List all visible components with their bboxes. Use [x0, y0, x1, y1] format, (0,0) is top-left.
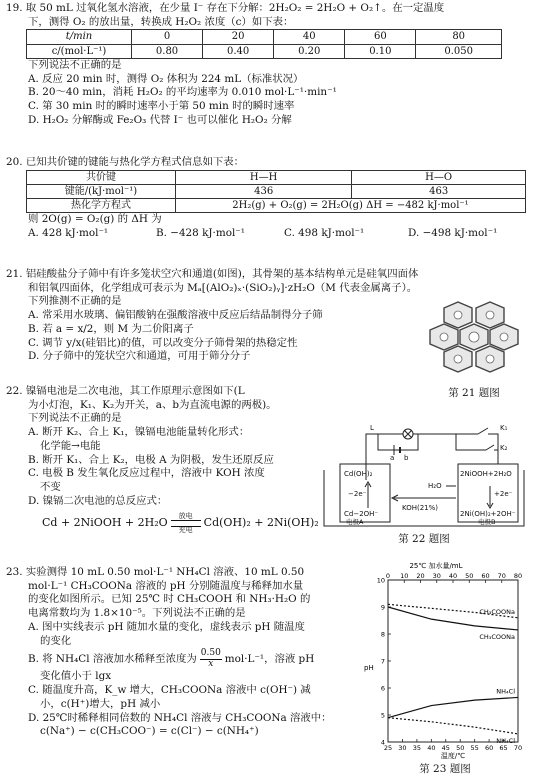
q22-line-2: 为小灯泡，K₁、K₂为开关，a、b为直流电源的两极)。	[28, 398, 277, 411]
series-label: CH₃COONa	[479, 607, 515, 616]
q19-cell: 80	[416, 30, 502, 44]
x-tick-label: 60	[484, 744, 494, 752]
q23-fraction	[200, 649, 222, 669]
q19-option-a: A. 反应 20 min 时，测得 O₂ 体积为 224 mL（标准状况）	[28, 72, 304, 85]
middle-label: KOH(21%)	[402, 504, 439, 512]
figure-23	[358, 560, 532, 776]
right-box-line-3: 2Ni(OH)₂+2OH⁻	[460, 510, 516, 518]
q22-option-b: B. 断开 K₁、合上 K₂，电极 A 为阴极，发生还原反应	[28, 453, 274, 466]
q21-option-c: C. 调节 y/x(硅铝比)的值，可以改变分子筛骨架的热稳定性	[28, 336, 298, 349]
q20-cell: H—O	[352, 170, 526, 184]
y-tick-label: 10	[376, 576, 385, 585]
x-axis-label: 温度/℃	[440, 752, 466, 760]
q23-option-d: D. 25℃时稀释相同倍数的 NH₄Cl 溶液与 CH₃COONa 溶液中：	[28, 711, 332, 724]
q21-option-b: B. 若 a = x/2，则 M 为二价阳离子	[28, 322, 194, 335]
q22-eq-arrow-top: 放电	[178, 511, 193, 520]
q19-table	[26, 29, 502, 58]
top-tick-label: 40	[448, 572, 458, 580]
series-line	[388, 718, 518, 734]
y-tick-label: 8	[380, 630, 385, 639]
q19-cell: 0.050	[416, 44, 502, 58]
q20-stem: 则 2O(g) = O₂(g) 的 ΔH 为	[28, 213, 162, 226]
q22-option-c-cont: 不变	[40, 481, 61, 494]
q19-cell: 60	[345, 30, 416, 44]
label-b: b	[404, 454, 409, 462]
q19-cell: t/min	[27, 30, 132, 44]
q23-line-1: 23. 实验测得 10 mL 0.50 mol·L⁻¹ NH₄Cl 溶液、10 mL 0.50	[6, 566, 305, 578]
q19-cell: 0	[132, 30, 203, 44]
label-k2: K₂	[500, 444, 508, 452]
q21-line-3: 下列推测不正确的是	[28, 295, 122, 308]
right-box-line-2: +2e⁻	[494, 490, 513, 498]
zeolite-cage-image	[424, 300, 524, 382]
y-tick-label: 9	[380, 603, 385, 612]
q19-line-2: 下，测得 O₂ 的放出量，转换成 H₂O₂ 浓度（c）如下表：	[28, 15, 294, 28]
q20-cell: 键能/(kJ·mol⁻¹)	[27, 184, 176, 198]
q22-eq-right: Cd(OH)₂ + 2Ni(OH)₂	[203, 515, 319, 529]
q19-stem: 下列说法不正确的是	[28, 58, 122, 71]
figure-23-caption: 第 23 题图	[419, 762, 471, 775]
x-tick-label: 25	[383, 744, 393, 752]
q23-option-c-cont: 小，c(H⁺)增大，pH 减小	[40, 697, 161, 710]
y-tick-label: 5	[380, 711, 385, 720]
q20-option-c: C. 498 kJ·mol⁻¹	[284, 227, 365, 240]
question-22	[6, 385, 319, 534]
q23-line-2: mol·L⁻¹ CH₃COONa 溶液的 pH 分别随温度与稀释加水量	[28, 579, 304, 592]
q19-cell: 40	[274, 30, 345, 44]
y-tick-label: 6	[380, 684, 385, 693]
plot-frame	[388, 580, 518, 742]
x-tick-label: 35	[412, 744, 422, 752]
q22-option-d: D. 镍镉二次电池的总反应式：	[28, 494, 168, 507]
series-line	[388, 697, 518, 717]
top-tick-label: 80	[513, 572, 523, 580]
q19-option-b: B. 20～40 min，消耗 H₂O₂ 的平均速率为 0.010 mol·L⁻¹·min⁻¹	[28, 86, 337, 99]
q23-fraction-den: x	[208, 658, 214, 669]
q19-line-1: 19. 取 50 mL 过氧化氢水溶液，在少量 I⁻ 存在下分解：2H₂O₂ = 2H₂O + O₂↑。在一定温度	[6, 2, 445, 14]
q23-option-b	[6, 648, 361, 670]
top-tick-label: 70	[497, 572, 506, 580]
q22-option-a-cont: 化学能→电能	[40, 439, 101, 452]
figure-22-caption: 第 22 题图	[398, 532, 450, 545]
q23-line-3: 的变化如图所示。已知 25℃ 时 CH₃COOH 和 NH₃·H₂O 的	[28, 593, 311, 606]
figure-21-caption: 第 21 题图	[448, 386, 500, 399]
left-box-line-2: −2e⁻	[348, 490, 367, 498]
q20-cell: 热化学方程式	[27, 199, 176, 213]
q19-cell: c/(mol·L⁻¹)	[27, 44, 132, 58]
question-19	[6, 2, 530, 128]
q22-option-c: C. 电极 B 发生氧化反应过程中，溶液中 KOH 浓度	[28, 467, 265, 480]
figure-22	[318, 420, 530, 545]
series-label: CH₃COONa	[479, 632, 515, 641]
q21-line-2: 和铝氧四面体，化学组成可表示为 Mₐ[(AlO₂)ₓ·(SiO₂)ᵧ]·zH₂O（M 代表金属离子）。	[28, 281, 418, 294]
right-box-line-1: 2NiOOH+2H₂O	[460, 470, 512, 478]
q19-cell: 0.20	[274, 44, 345, 58]
h2o-label: H₂O	[428, 482, 442, 490]
q22-line-3: 下列说法不正确的是	[28, 412, 122, 425]
q20-cell: 463	[352, 184, 526, 198]
top-axis-label: 25℃ 加水量/mL	[409, 562, 463, 570]
q20-line: 20. 已知共价键的键能与热化学方程式信息如下表：	[6, 156, 245, 168]
q20-option-b: B. −428 kJ·mol⁻¹	[156, 227, 245, 240]
q23-option-a: A. 图中实线表示 pH 随加水量的变化，虚线表示 pH 随温度	[28, 620, 305, 633]
question-23	[6, 566, 361, 739]
q20-cell: H—H	[176, 170, 352, 184]
top-tick-label: 60	[481, 572, 490, 580]
q21-line-1: 21. 铝硅酸盐分子筛中有许多笼状空穴和通道(如图)，其骨架的基本结构单元是硅氧四面体	[6, 268, 419, 280]
q20-cell: 2H₂(g) + O₂(g) = 2H₂O(g) ΔH = −482 kJ·mol⁻¹	[176, 199, 526, 213]
label-a: a	[390, 454, 395, 462]
q21-option-d: D. 分子筛中的笼状空穴和通道，可用于筛分分子	[28, 350, 251, 363]
q22-eq-arrow-bottom: 充电	[178, 525, 193, 534]
x-tick-label: 45	[441, 744, 450, 752]
top-tick-label: 0	[385, 572, 391, 580]
q21-option-a: A. 常采用水玻璃、偏铝酸钠在强酸溶液中反应后结晶制得分子筛	[28, 309, 323, 322]
y-tick-label: 7	[380, 657, 385, 666]
nicd-cell-diagram	[318, 420, 530, 528]
series-label: NH₄Cl	[496, 736, 515, 745]
q19-cell: 0.10	[345, 44, 416, 58]
y-tick-label: 4	[380, 738, 385, 747]
top-tick-label: 10	[400, 572, 409, 580]
q20-cell: 436	[176, 184, 352, 198]
q23-fraction-num: 0.50	[200, 648, 221, 659]
figure-21	[424, 300, 524, 401]
q19-cell: 20	[203, 30, 274, 44]
electrode-b-label: 电极B	[478, 518, 496, 526]
q23-option-a-cont: 的变化	[40, 634, 72, 647]
q19-cell: 0.80	[132, 44, 203, 58]
q22-eq-arrow	[171, 513, 201, 534]
x-tick-label: 30	[398, 744, 407, 752]
top-tick-label: 30	[432, 572, 441, 580]
q20-table	[26, 170, 526, 214]
x-tick-label: 55	[470, 744, 479, 752]
q19-option-d: D. H₂O₂ 分解酶或 Fe₂O₃ 代替 I⁻ 也可以催化 H₂O₂ 分解	[28, 113, 292, 126]
q20-cell: 共价键	[27, 170, 176, 184]
q22-eq-left: Cd + 2NiOOH + 2H₂O	[42, 515, 168, 529]
x-tick-label: 70	[513, 744, 523, 752]
q22-option-a: A. 断开 K₂、合上 K₁，镍镉电池能量转化形式：	[28, 426, 250, 439]
x-tick-label: 65	[499, 744, 508, 752]
q20-option-a: A. 428 kJ·mol⁻¹	[28, 227, 109, 240]
ph-chart	[358, 560, 532, 760]
q23-option-d-cont: c(Na⁺) − c(CH₃COO⁻) = c(Cl⁻) − c(NH₄⁺)	[40, 725, 259, 738]
q20-option-d: D. −498 kJ·mol⁻¹	[408, 227, 498, 240]
left-box-line-1: Cd(OH)₂	[344, 470, 373, 478]
q22-equation	[6, 511, 319, 534]
top-tick-label: 50	[465, 572, 474, 580]
q23-option-b-post: mol·L⁻¹，溶液 pH	[224, 652, 315, 665]
y-axis-label: pH	[364, 664, 374, 672]
q23-option-c: C. 随温度升高，K_w 增大，CH₃COONa 溶液中 c(OH⁻) 减	[28, 684, 311, 697]
q19-option-c: C. 第 30 min 时的瞬时速率小于第 50 min 时的瞬时速率	[28, 100, 295, 113]
top-tick-label: 20	[416, 572, 425, 580]
x-tick-label: 50	[456, 744, 465, 752]
electrode-a-label: 电极A	[346, 518, 364, 526]
q22-line-1: 22. 镍镉电池是二次电池，其工作原理示意图如下(L	[6, 385, 245, 397]
q20-options	[6, 227, 530, 241]
q23-option-b-cont: 变化值小于 lgx	[40, 670, 112, 683]
series-label: NH₄Cl	[496, 687, 515, 696]
x-tick-label: 40	[427, 744, 436, 752]
left-box-line-3: Cd−2OH⁻	[344, 510, 379, 518]
label-l: L	[370, 424, 374, 432]
question-20	[6, 156, 530, 241]
label-k1: K₁	[500, 424, 508, 432]
q23-option-b-pre: B. 将 NH₄Cl 溶液加水稀释至浓度为	[28, 652, 197, 665]
q19-cell: 0.40	[203, 44, 274, 58]
q23-line-4: 电离常数均为 1.8×10⁻⁵。下列说法不正确的是	[28, 607, 246, 620]
